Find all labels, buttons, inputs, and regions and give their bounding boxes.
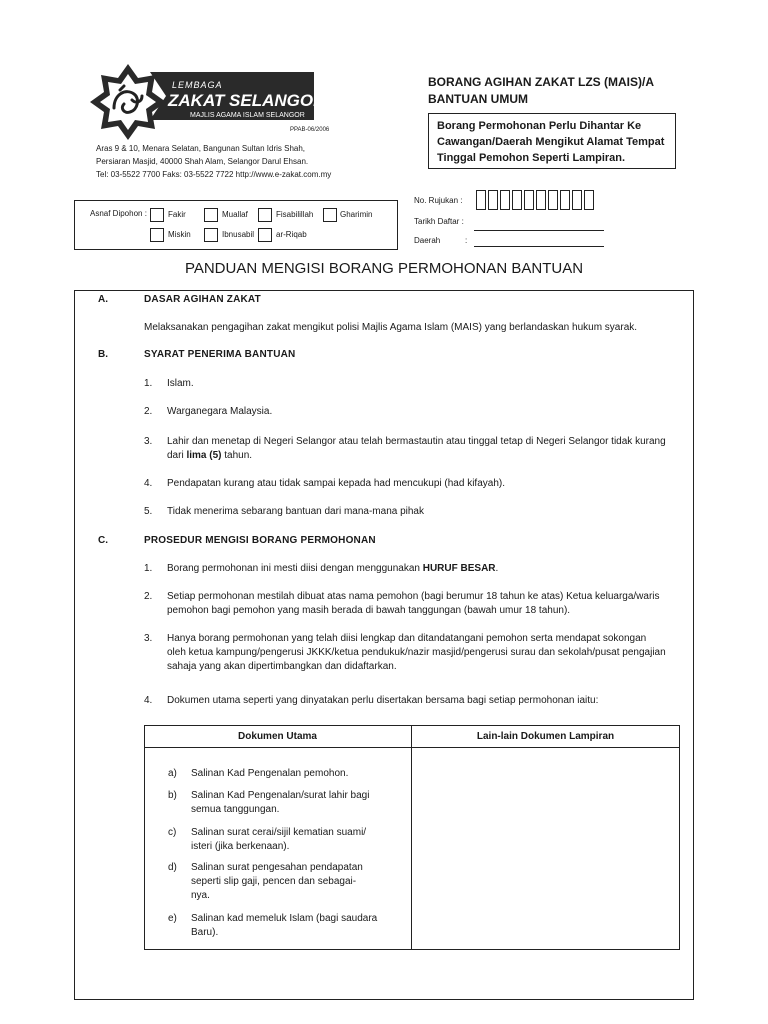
asnaf-option-label: Miskin <box>168 230 191 239</box>
doc-item-line: Salinan Kad Pengenalan/surat lahir bagi <box>191 790 370 801</box>
doc-item <box>191 767 396 781</box>
list-item: Pendapatan kurang atau tidak sampai kepada had mencukupi (had kifayah). <box>167 478 506 489</box>
checkbox-gharimin[interactable] <box>323 208 337 222</box>
section-title: DASAR AGIHAN ZAKAT <box>144 294 261 305</box>
doc-item-letter: a) <box>168 768 177 779</box>
address-line: Persiaran Masjid, 40000 Shah Alam, Selangor Darul Ehsan. <box>96 157 309 166</box>
item-number: 1. <box>144 378 153 389</box>
daerah-label: Daerah <box>414 236 441 245</box>
doc-item <box>191 789 396 817</box>
list-item-line: oleh ketua kampung/pengerusi JKKK/ketua pendukuk/nazir masjid/pengerusi surau dan sekolah/pusat pengajian <box>167 647 666 658</box>
address-line: Aras 9 & 10, Menara Selatan, Bangunan Sultan Idris Shah, <box>96 144 306 153</box>
list-item-line: sahaja yang akan dipertimbangkan dan didaftarkan. <box>167 661 397 672</box>
doc-item-line: seperti slip gaji, pencen dan sebagai- <box>191 876 357 887</box>
item-number: 4. <box>144 478 153 489</box>
item-number: 1. <box>144 563 153 574</box>
logo-name: ZAKAT SELANGOR <box>168 91 326 110</box>
item-number: 2. <box>144 591 153 602</box>
list-item: Tidak menerima sebarang bantuan dari mana-mana pihak <box>167 506 424 517</box>
checkbox-fisabilillah[interactable] <box>258 208 272 222</box>
doc-item <box>191 861 396 903</box>
list-item <box>167 435 666 463</box>
list-item-line: Setiap permohonan mestilah dibuat atas nama pemohon (bagi berumur 18 tahun ke atas) Ketua keluarga/waris <box>167 591 660 602</box>
asnaf-option-label: Ibnusabil <box>222 230 255 239</box>
item-number: 4. <box>144 695 153 706</box>
asnaf-option-label: Fakir <box>168 210 186 219</box>
asnaf-label: Asnaf Dipohon : <box>90 209 147 218</box>
instruction-line: Cawangan/Daerah Mengikut Alamat Tempat <box>437 136 665 148</box>
doc-item <box>191 826 396 854</box>
tarikh-label: Tarikh Daftar : <box>414 217 464 226</box>
checkbox-muallaf[interactable] <box>204 208 218 222</box>
doc-item-letter: b) <box>168 790 177 801</box>
doc-item-letter: e) <box>168 913 177 924</box>
asnaf-option-label: Fisabilillah <box>276 210 314 219</box>
doc-item-line: isteri (jika berkenaan). <box>191 841 290 852</box>
doc-item-line: Salinan Kad Pengenalan pemohon. <box>191 768 349 779</box>
rujukan-input-cells[interactable] <box>476 190 596 210</box>
doc-item-letter: d) <box>168 862 177 873</box>
list-item-line: Hanya borang permohonan yang telah diisi lengkap dan ditandatangani pemohon serta mendapat sokongan <box>167 633 647 644</box>
item-number: 5. <box>144 506 153 517</box>
instruction-line: Borang Permohonan Perlu Dihantar Ke <box>437 120 642 132</box>
list-item: Islam. <box>167 378 194 389</box>
page-heading: PANDUAN MENGISI BORANG PERMOHONAN BANTUAN <box>184 260 584 277</box>
doc-item-line: Baru). <box>191 927 219 938</box>
section-title: SYARAT PENERIMA BANTUAN <box>144 349 296 360</box>
doc-item-line: Salinan surat pengesahan pendapatan <box>191 862 363 873</box>
column-header-dokumen-utama: Dokumen Utama <box>238 731 317 742</box>
daerah-field[interactable] <box>474 246 604 247</box>
address-line: Tel: 03-5522 7700 Faks: 03-5522 7722 http://www.e-zakat.com.my <box>96 170 332 179</box>
rujukan-label: No. Rujukan : <box>414 196 463 205</box>
address-block <box>96 142 331 181</box>
form-title <box>428 74 654 108</box>
item-number: 3. <box>144 633 153 644</box>
asnaf-box <box>74 200 398 250</box>
column-header-lampiran: Lain-lain Dokumen Lampiran <box>476 731 615 742</box>
section-letter: B. <box>98 349 108 360</box>
list-item-line: dari lima (5) tahun. <box>167 450 253 461</box>
daerah-colon: : <box>465 236 468 245</box>
form-title-line: BORANG AGIHAN ZAKAT LZS (MAIS)/A <box>428 75 654 89</box>
form-title-line: BANTUAN UMUM <box>428 92 528 106</box>
section-letter: C. <box>98 535 108 546</box>
list-item: Borang permohonan ini mesti diisi dengan menggunakan HURUF BESAR. <box>167 563 499 574</box>
logo-subtitle: MAJLIS AGAMA ISLAM SELANGOR <box>190 112 305 119</box>
doc-item-line: Salinan kad memeluk Islam (bagi saudara <box>191 913 378 924</box>
list-item-line: Lahir dan menetap di Negeri Selangor atau telah bermastautin atau tinggal tetap di Negeri Selangor tidak kurang <box>167 436 666 447</box>
checkbox-ibnusabil[interactable] <box>204 228 218 242</box>
list-item <box>167 632 666 674</box>
instruction-box <box>428 113 676 169</box>
doc-item-line: semua tanggungan. <box>191 804 280 815</box>
tarikh-field[interactable] <box>474 230 604 231</box>
list-item-line: pemohon bagi pemohon yang masih berada di bawah tanggungan (bawah umur 18 tahun). <box>167 605 571 616</box>
section-title: PROSEDUR MENGISI BORANG PERMOHONAN <box>144 535 376 546</box>
form-ref-code: PPAB-06/2006 <box>290 127 330 133</box>
doc-item-letter: c) <box>168 827 177 838</box>
list-item <box>167 590 660 618</box>
logo-lembaga: LEMBAGA <box>172 80 223 90</box>
asnaf-option-label: ar-Riqab <box>276 230 307 239</box>
table-column-divider <box>411 725 412 950</box>
section-text: Melaksanakan pengagihan zakat mengikut polisi Majlis Agama Islam (MAIS) yang berlandaskan hukum syarak. <box>144 322 638 333</box>
checkbox-fakir[interactable] <box>150 208 164 222</box>
table-header-divider <box>144 747 680 748</box>
checkbox-ar-riqab[interactable] <box>258 228 272 242</box>
checkbox-miskin[interactable] <box>150 228 164 242</box>
doc-item-line: Salinan surat cerai/sijil kematian suami/ <box>191 827 367 838</box>
asnaf-option-label: Muallaf <box>222 210 248 219</box>
doc-item-line: nya. <box>191 890 210 901</box>
asnaf-option-label: Gharimin <box>340 210 373 219</box>
item-number: 3. <box>144 436 153 447</box>
instruction-line: Tinggal Pemohon Seperti Lampiran. <box>437 152 626 164</box>
doc-item <box>191 912 396 940</box>
item-number: 2. <box>144 406 153 417</box>
list-item: Warganegara Malaysia. <box>167 406 273 417</box>
section-letter: A. <box>98 294 108 305</box>
list-item: Dokumen utama seperti yang dinyatakan perlu disertakan bersama bagi setiap permohonan iaitu: <box>167 695 599 706</box>
